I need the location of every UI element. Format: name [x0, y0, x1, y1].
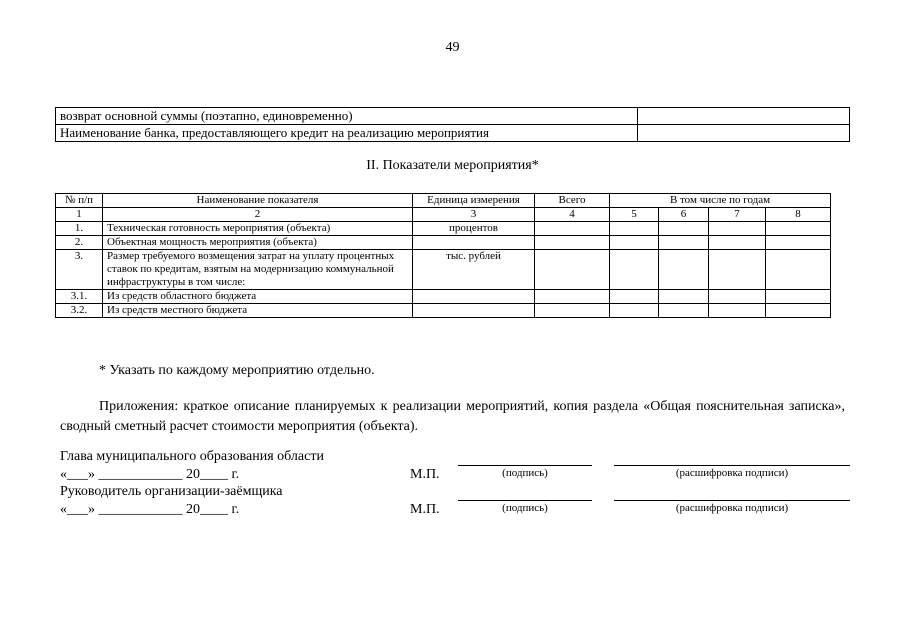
row-label: возврат основной суммы (поэтапно, единовременно): [56, 108, 638, 125]
row-label: Наименование банка, предоставляющего кредит на реализацию мероприятия: [56, 125, 638, 142]
cell-year[interactable]: [610, 290, 659, 304]
row-num: 3.1.: [56, 290, 103, 304]
row-num: 3.2.: [56, 304, 103, 318]
col-number: 6: [659, 208, 709, 222]
cell-year[interactable]: [766, 236, 831, 250]
row-name: Из средств местного бюджета: [103, 304, 413, 318]
row-name: Из средств областного бюджета: [103, 290, 413, 304]
table-row: [56, 125, 850, 142]
cell-year[interactable]: [766, 222, 831, 236]
cell-year[interactable]: [659, 290, 709, 304]
cell-year[interactable]: [659, 222, 709, 236]
col-number: 7: [709, 208, 766, 222]
signer-title-head: Глава муниципального образования области: [60, 449, 324, 464]
header-years: В том числе по годам: [610, 194, 831, 208]
cell-year[interactable]: [709, 222, 766, 236]
col-number: 8: [766, 208, 831, 222]
header-num: № п/п: [56, 194, 103, 208]
decode-caption: (расшифровка подписи): [675, 467, 789, 479]
row-name: Объектная мощность мероприятия (объекта): [103, 236, 413, 250]
row-unit: тыс. рублей: [413, 250, 535, 290]
stamp-placeholder: М.П.: [410, 502, 440, 517]
cell-year[interactable]: [610, 304, 659, 318]
row-num: 2.: [56, 236, 103, 250]
cell-year[interactable]: [766, 304, 831, 318]
header-unit: Единица измерения: [413, 194, 535, 208]
col-number: 2: [103, 208, 413, 222]
cell-year[interactable]: [709, 236, 766, 250]
cell-year[interactable]: [709, 290, 766, 304]
date-field[interactable]: «___» ____________ 20____ г.: [60, 467, 240, 482]
signer-title-borrower: Руководитель организации-заёмщика: [60, 484, 283, 499]
page-number: 49: [445, 40, 460, 55]
header-row: [56, 194, 831, 208]
indicators-table: [55, 193, 831, 318]
signature-line[interactable]: [458, 465, 592, 466]
row-name: Техническая готовность мероприятия (объекта): [103, 222, 413, 236]
credit-info-table: [55, 107, 850, 142]
header-name: Наименование показателя: [103, 194, 413, 208]
decode-line[interactable]: [614, 500, 850, 501]
cell-year[interactable]: [659, 304, 709, 318]
cell-year[interactable]: [610, 236, 659, 250]
section-title: II. Показатели мероприятия*: [366, 158, 539, 173]
table-row: [56, 222, 831, 236]
col-number: 1: [56, 208, 103, 222]
cell-year[interactable]: [659, 250, 709, 290]
col-number: 4: [535, 208, 610, 222]
cell-year[interactable]: [659, 236, 709, 250]
cell-total[interactable]: [535, 290, 610, 304]
row-unit: [413, 290, 535, 304]
cell-total[interactable]: [535, 250, 610, 290]
column-numbers-row: [56, 208, 831, 222]
row-num: 1.: [56, 222, 103, 236]
table-row: [56, 304, 831, 318]
cell-total[interactable]: [535, 222, 610, 236]
signature-caption: (подпись): [502, 467, 548, 479]
decode-caption: (расшифровка подписи): [675, 502, 789, 514]
attachments-paragraph: Приложения: краткое описание планируемых к реализации мероприятий, копия раздела «Общая пояснительная записка», сводный сметный расчет стоимости мероприятия (объекта).: [60, 399, 845, 434]
table-row: [56, 290, 831, 304]
row-value[interactable]: [638, 108, 850, 125]
row-unit: [413, 304, 535, 318]
table-row: [56, 108, 850, 125]
decode-line[interactable]: [614, 465, 850, 466]
table-row: [56, 236, 831, 250]
date-field[interactable]: «___» ____________ 20____ г.: [60, 502, 240, 517]
cell-year[interactable]: [766, 250, 831, 290]
row-name: Размер требуемого возмещения затрат на уплату процентных ставок по кредитам, взятым на модернизацию коммунальной инфраструктуры в том числе:: [103, 250, 413, 290]
row-unit: [413, 236, 535, 250]
cell-year[interactable]: [709, 250, 766, 290]
col-number: 5: [610, 208, 659, 222]
col-number: 3: [413, 208, 535, 222]
row-unit: процентов: [413, 222, 535, 236]
cell-year[interactable]: [610, 250, 659, 290]
cell-year[interactable]: [610, 222, 659, 236]
header-total: Всего: [535, 194, 610, 208]
footnote: * Указать по каждому мероприятию отдельно.: [99, 363, 375, 378]
row-num: 3.: [56, 250, 103, 290]
row-value[interactable]: [638, 125, 850, 142]
signature-caption: (подпись): [502, 502, 548, 514]
cell-total[interactable]: [535, 304, 610, 318]
cell-total[interactable]: [535, 236, 610, 250]
table-row: [56, 250, 831, 290]
cell-year[interactable]: [766, 290, 831, 304]
cell-year[interactable]: [709, 304, 766, 318]
signature-line[interactable]: [458, 500, 592, 501]
stamp-placeholder: М.П.: [410, 467, 440, 482]
